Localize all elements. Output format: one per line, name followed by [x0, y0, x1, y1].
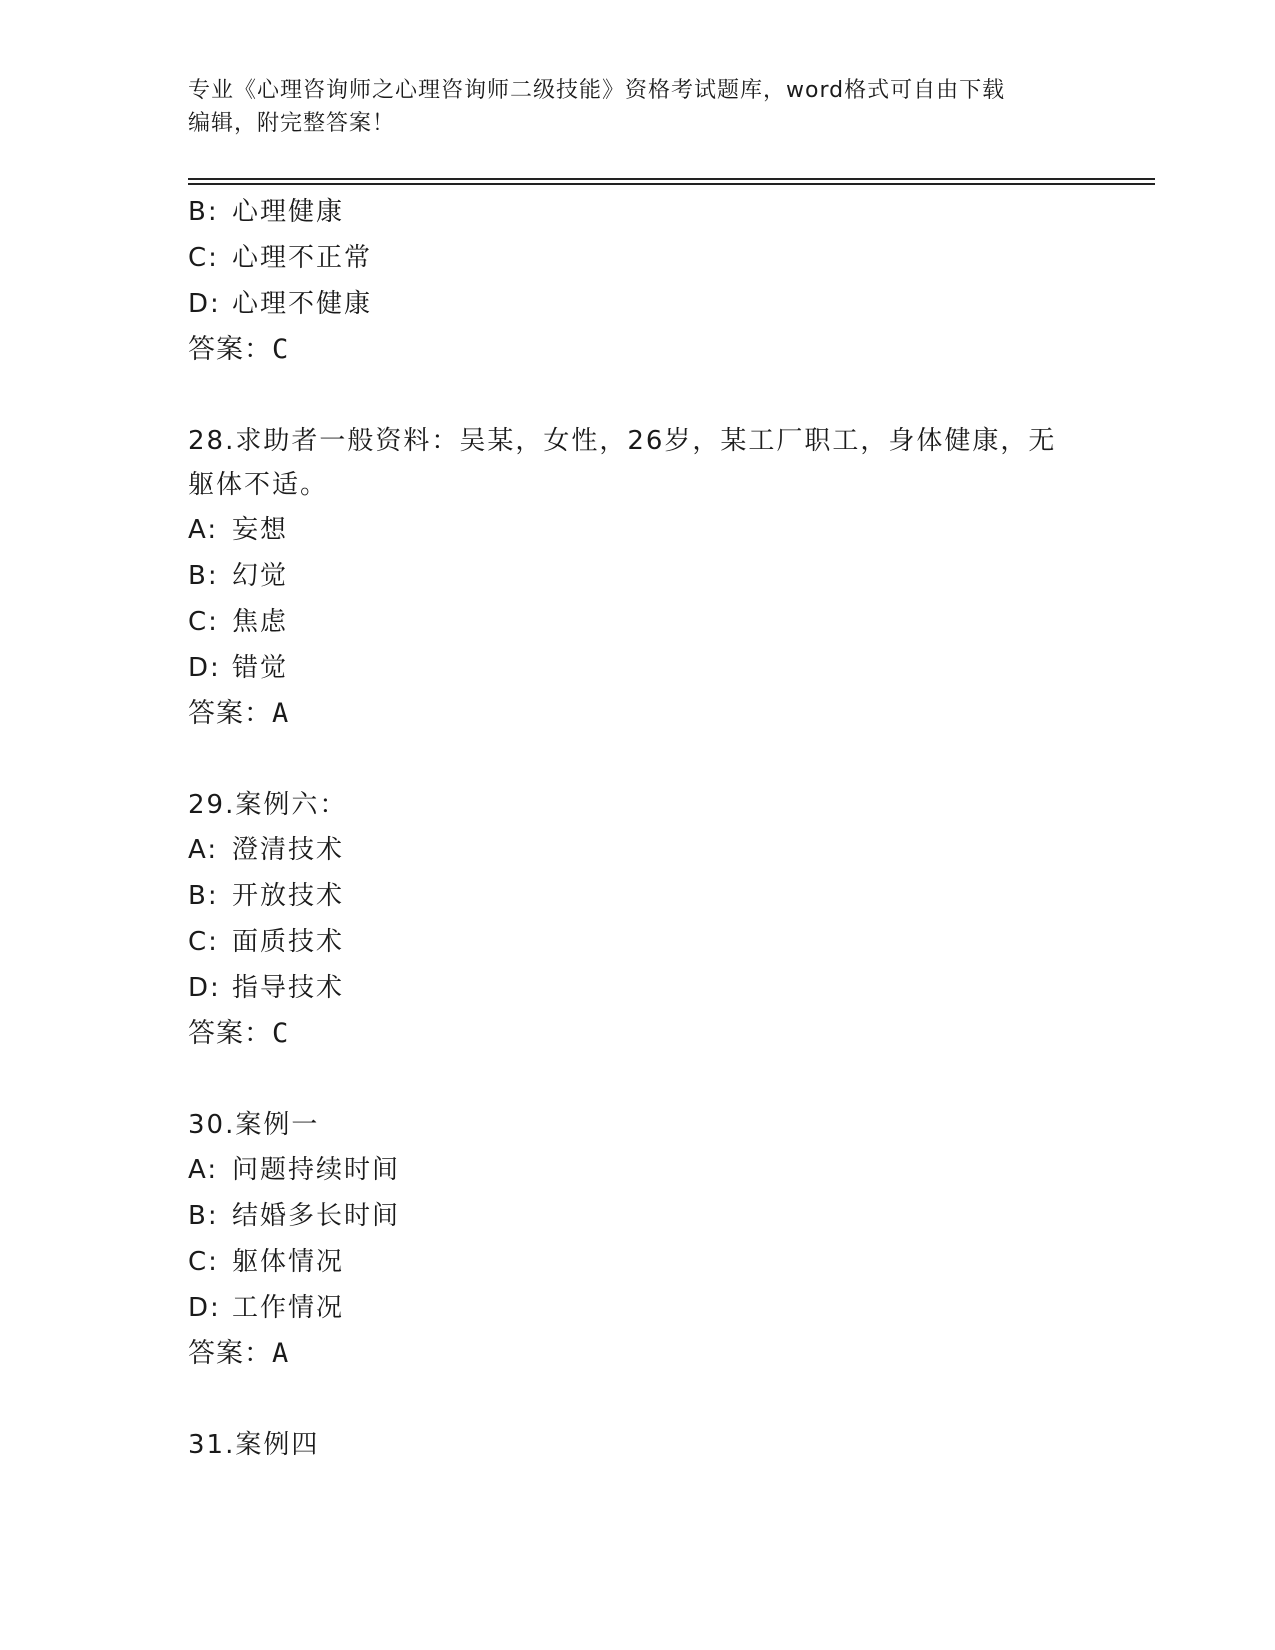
header-line-2: 编辑，附完整答案！ — [188, 111, 396, 136]
question-block-31 — [188, 1423, 1148, 1467]
option-text: 开放技术 — [232, 881, 345, 911]
option-text: 妄想 — [232, 515, 289, 545]
option-a — [188, 1147, 1148, 1193]
question-stem: 30.案例一 — [188, 1110, 320, 1140]
option-a — [188, 507, 1148, 553]
option-key: C: — [188, 927, 219, 957]
option-text: 幻觉 — [232, 561, 289, 591]
option-text: 躯体情况 — [232, 1247, 345, 1277]
option-key: B: — [188, 561, 219, 591]
answer-line: 答案：A — [188, 1338, 290, 1369]
option-text: 结婚多长时间 — [232, 1201, 401, 1231]
option-key: A: — [188, 515, 219, 545]
spacer — [188, 737, 1148, 783]
question-stem-continued: 躯体不适。 — [188, 470, 329, 500]
option-text: 工作情况 — [232, 1293, 345, 1323]
question-list — [188, 189, 1148, 1467]
option-d — [188, 645, 1148, 691]
question-stem: 29.案例六： — [188, 790, 348, 820]
question-stem: 28.求助者一般资料：吴某，女性，26岁，某工厂职工，身体健康，无 — [188, 426, 1057, 456]
option-text: 澄清技术 — [232, 835, 345, 865]
answer-line: 答案：C — [188, 334, 290, 365]
spacer — [188, 1377, 1148, 1423]
spacer — [188, 1057, 1148, 1103]
option-key: C: — [188, 607, 219, 637]
option-text: 心理健康 — [232, 197, 345, 227]
question-block-prev — [188, 189, 1148, 373]
header-line-1: 专业《心理咨询师之心理咨询师二级技能》资格考试题库，word格式可自由下载 — [188, 78, 1006, 103]
option-key: C: — [188, 1247, 219, 1277]
option-key: D: — [188, 1293, 221, 1323]
option-a — [188, 827, 1148, 873]
option-text: 心理不正常 — [232, 243, 373, 273]
option-key: B: — [188, 197, 219, 227]
question-block-28 — [188, 419, 1148, 737]
question-stem: 31.案例四 — [188, 1430, 320, 1460]
option-text: 问题持续时间 — [232, 1155, 401, 1185]
option-key: A: — [188, 1155, 219, 1185]
option-b — [188, 1193, 1148, 1239]
document-header — [188, 74, 1088, 140]
option-text: 心理不健康 — [232, 289, 373, 319]
question-block-30 — [188, 1103, 1148, 1377]
option-key: C: — [188, 243, 219, 273]
option-key: D: — [188, 973, 221, 1003]
spacer — [188, 373, 1148, 419]
option-key: B: — [188, 1201, 219, 1231]
option-text: 错觉 — [232, 653, 289, 683]
option-key: D: — [188, 653, 221, 683]
option-text: 指导技术 — [232, 973, 345, 1003]
option-d — [188, 1285, 1148, 1331]
answer-line: 答案：A — [188, 698, 290, 729]
option-c — [188, 919, 1148, 965]
option-key: D: — [188, 289, 221, 319]
option-key: B: — [188, 881, 219, 911]
option-b — [188, 873, 1148, 919]
option-text: 面质技术 — [232, 927, 345, 957]
option-c — [188, 599, 1148, 645]
option-b — [188, 553, 1148, 599]
option-d — [188, 281, 1148, 327]
question-block-29 — [188, 783, 1148, 1057]
option-d — [188, 965, 1148, 1011]
header-divider-top — [188, 178, 1155, 180]
option-c — [188, 235, 1148, 281]
option-c — [188, 1239, 1148, 1285]
answer-line: 答案：C — [188, 1018, 290, 1049]
header-divider-bottom — [188, 183, 1155, 185]
option-b — [188, 189, 1148, 235]
option-key: A: — [188, 835, 219, 865]
option-text: 焦虑 — [232, 607, 289, 637]
